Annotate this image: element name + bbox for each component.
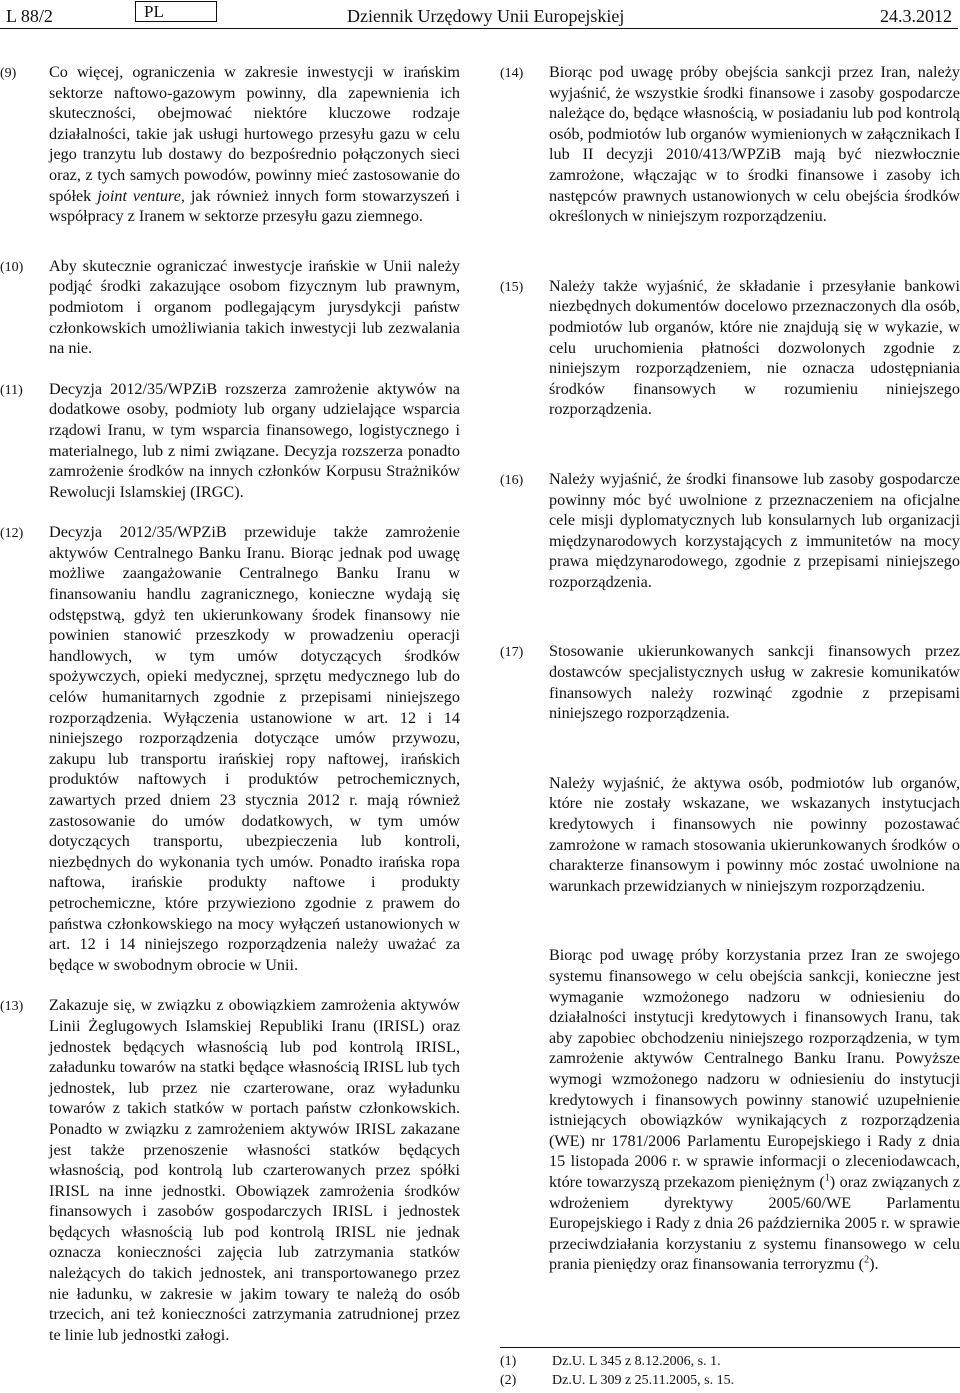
recital-text-italic: joint venture bbox=[97, 186, 181, 205]
footnote-ref[interactable]: 2 bbox=[864, 1254, 870, 1266]
recital-text: Należy wyjaśnić, że środki finansowe lub zasoby gospodarcze powinny móc być uwolnione z przeznaczeniem na oficjalne cele misji dyplomatycznych lub konsularnych lub organizacji międzynarodowych korzystających z immunitetów na mocy prawa międzynarodowego, zgodnie z przepisami niniejszego rozporządzenia. bbox=[549, 469, 960, 591]
footnote-ref[interactable]: 1 bbox=[824, 1172, 830, 1184]
recital-number: (15) bbox=[500, 279, 524, 295]
recital-number: (11) bbox=[0, 382, 23, 398]
recital-number: (16) bbox=[500, 472, 524, 488]
right-column bbox=[500, 62, 960, 1275]
journal-title: Dziennik Urzędowy Unii Europejskiej bbox=[347, 6, 625, 26]
footnotes bbox=[500, 1347, 960, 1390]
header-rule bbox=[0, 28, 958, 29]
recital-number: (17) bbox=[500, 645, 524, 661]
footnote-mark: (2) bbox=[500, 1373, 517, 1388]
footnote-text: Dz.U. L 309 z 25.11.2005, s. 15. bbox=[552, 1373, 735, 1388]
recital-text bbox=[49, 62, 460, 227]
page-header bbox=[0, 0, 960, 30]
recital-number: (9) bbox=[0, 66, 17, 81]
recital-12 bbox=[0, 522, 460, 975]
recital-text: Stosowanie ukierunkowanych sankcji finansowych przez dostawców specjalistycznych usług w zakresie komunikatów finansowych należy rozwinąć zgodnie z przepisami niniejszego rozporządzenia. bbox=[549, 642, 960, 723]
recital-text: Zakazuje się, w związku z obowiązkiem zamrożenia aktywów Linii Żeglugowych Islamskiej Republiki Iranu (IRISL) oraz jednostek będących własnością lub pod kontrolą IRISL, załadunku towarów na statki będące własnością IRISL lub tych jednostek, lub przez nie czarterowane, oraz wyładunku towarów z takich statków w portach państw członkowskich. Ponadto w związku z zamrożeniem aktywów IRISL zakazane jest także przenoszenie własności statków będących własnością, pod kontrolą lub czarterowanych przez spółki IRISL na inne jednostki. Obowiązek zamrożenia środków finansowych i zasobów gospodarczych IRISL i jednostek będących własnością lub pod kontrolą IRISL nie jednak oznacza konieczności zajęcia lub zatrzymania statków należących do takich jednostek, ani transportowanego przez nie ładunku, w zakresie w jakim towary te należą do osób trzecich, ani też konieczności zatrzymania zatrudnionej przez te linie lub jednostki załogi. bbox=[49, 996, 460, 1344]
footnote-mark: (1) bbox=[500, 1354, 517, 1369]
recital-number: (13) bbox=[0, 999, 24, 1015]
recital-text-part: , jak również innych form stowarzyszeń i współpracy z Iranem w sektorze przesyłu gazu ziemnego. bbox=[49, 186, 460, 226]
recital-text: Aby skutecznie ograniczać inwestycje irańskie w Unii należy podjąć środki zakazujące osobom fizycznym lub prawnym, podmiotom i organom podlegającym jurysdykcji państw członkowskich umożliwiania takich inwestycji lub zezwalania na nie. bbox=[49, 256, 460, 358]
recital-16 bbox=[500, 469, 960, 593]
recital-text: Należy wyjaśnić, że aktywa osób, podmiotów lub organów, które nie zostały wskazane, we wskazanych instytucjach kredytowych i finansowych nie powinny pozostawać zamrożone w ramach stosowania ukierunkowanych środków o charakterze finansowym i powinny móc zostać uwolnione na warunkach przewidzianych w niniejszym rozporządzeniu. bbox=[549, 773, 960, 895]
recital-11 bbox=[0, 379, 460, 503]
footnote bbox=[500, 1352, 960, 1371]
recital-19 bbox=[500, 945, 960, 1275]
recital-number: (10) bbox=[0, 259, 24, 275]
recital-text-part: ) oraz związanych z wdrożeniem dyrektywy 2005/60/WE Parlamentu Europejskiego i Rady z dnia 26 października 2005 r. w sprawie przeciwdziałania korzystaniu z systemu finansowego w celu prania pieniędzy oraz finansowania terroryzmu ( bbox=[549, 1172, 960, 1274]
recital-text-part: ). bbox=[869, 1255, 879, 1274]
recital-9 bbox=[0, 62, 460, 227]
recital-text bbox=[549, 945, 960, 1275]
recital-number: (12) bbox=[0, 526, 24, 542]
recital-text: Decyzja 2012/35/WPZiB przewiduje także zamrożenie aktywów Centralnego Banku Iranu. Biorąc jednak pod uwagę możliwe zaangażowanie Centralnego Banku Iranu w finansowaniu handlu zagranicznego, konieczne wydają się odstępstwą, gdyż ten ukierunkowany środek finansowy nie powinien stanowić przeszkody w prowadzeniu operacji handlowych, w tym umów dotyczących środków spożywczych, opieki medycznej, sprzętu medycznego lub do celów humanitarnych zgodnie z przepisami niniejszego rozporządzenia. Wyłączenia ustanowione w art. 12 i 14 niniejszego rozporządzenia dotyczące umów przywozu, zakupu lub transportu irańskiej ropy naftowej, irańskich produktów naftowych i produktów petrochemicznych, zawartych przed dniem 23 stycznia 2012 r. mają również zastosowanie do umów dodatkowych, w tym umów dotyczących transportu, ubezpieczenia lub kontroli, niezbędnych do wykonania tych umów. Ponadto irańska ropa naftowa, irańskie produkty naftowe i produkty petrochemiczne, które przywieziono zgodnie z prawem do państwa członkowskiego na mocy wyłączeń ustanowionych w art. 12 i 14 niniejszego rozporządzenia należy uważać za będące w swobodnym obrocie w Unii. bbox=[49, 523, 460, 974]
recital-13 bbox=[0, 995, 460, 1345]
recital-18 bbox=[500, 773, 960, 897]
left-column bbox=[0, 62, 460, 1345]
recital-15 bbox=[500, 276, 960, 420]
recital-text-part: Biorąc pod uwagę próby korzystania przez Iran ze swojego systemu finansowego w celu obejścia sankcji, konieczne jest wymaganie wzmożonego nadzoru w odniesieniu do działalności instytucji kredytowych i finansowych Iranu, tak aby zapobiec obchodzeniu niniejszego rozporządzenia, w tym zamrożenie aktywów Centralnego Banku Iranu. Powyższe wymogi wzmożonego nadzoru w odniesieniu do instytucji kredytowych i finansowych powinny stanowić uzupełnienie istniejących obowiązków wynikających z rozporządzenia (WE) nr 1781/2006 Parlamentu Europejskiego i Rady z dnia 15 listopada 2006 r. w sprawie informacji o zleceniodawcach, które towarzyszą przekazom pieniężnym ( bbox=[549, 946, 960, 1191]
publication-date: 24.3.2012 bbox=[880, 6, 952, 26]
recital-text-part: Co więcej, ograniczenia w zakresie inwestycji w irańskim sektorze naftowo-gazowym powinny, dla zapewnienia ich skuteczności, obejmować niektóre kluczowe rodzaje działalności, takie jak usługi hurtowego przesyłu gazu w celu jego tranzytu lub dostawy do bezpośrednio połączonych sieci oraz, z tych samych powodów, powinny mieć zastosowanie do spółek bbox=[49, 63, 460, 205]
recital-14 bbox=[500, 62, 960, 227]
language-box: PL bbox=[135, 1, 217, 22]
page-number: L 88/2 bbox=[6, 6, 53, 26]
footnote-text: Dz.U. L 345 z 8.12.2006, s. 1. bbox=[552, 1354, 721, 1369]
recital-text: Biorąc pod uwagę próby obejścia sankcji przez Iran, należy wyjaśnić, że wszystkie środki finansowe i zasoby gospodarcze należące do, będące własnością, w posiadaniu lub pod kontrolą osób, podmiotów lub organów wymienionych w załącznikach I lub II decyzji 2010/413/WPZiB mają być niezwłocznie zamrożone, włączając w to środki finansowe i zasoby ich następców prawnych ustanowionych w celu obejścia środków określonych w niniejszym rozporządzeniu. bbox=[549, 63, 960, 226]
footnote bbox=[500, 1371, 960, 1390]
recital-10 bbox=[0, 256, 460, 359]
recital-text: Należy także wyjaśnić, że składanie i przesyłanie bankowi niezbędnych dokumentów docelowo przeznaczonych dla osób, podmiotów lub organów, które nie znajdują się w wykazie, w celu uruchomienia płatności dozwolonych zgodnie z niniejszym rozporządzeniem, nie oznacza udostępniania środków finansowych w rozumieniu niniejszego rozporządzenia. bbox=[549, 276, 960, 419]
recital-text: Decyzja 2012/35/WPZiB rozszerza zamrożenie aktywów na dodatkowe osoby, podmioty lub organy udzielające wsparcia rządowi Iranu, w tym wsparcia finansowego, logistycznego i materialnego, lub z nimi związane. Decyzja rozszerza ponadto zamrożenie środków na innych członków Korpusu Strażników Rewolucji Islamskiej (IRGC). bbox=[49, 379, 460, 501]
recital-17 bbox=[500, 641, 960, 723]
recital-number: (14) bbox=[500, 66, 524, 81]
